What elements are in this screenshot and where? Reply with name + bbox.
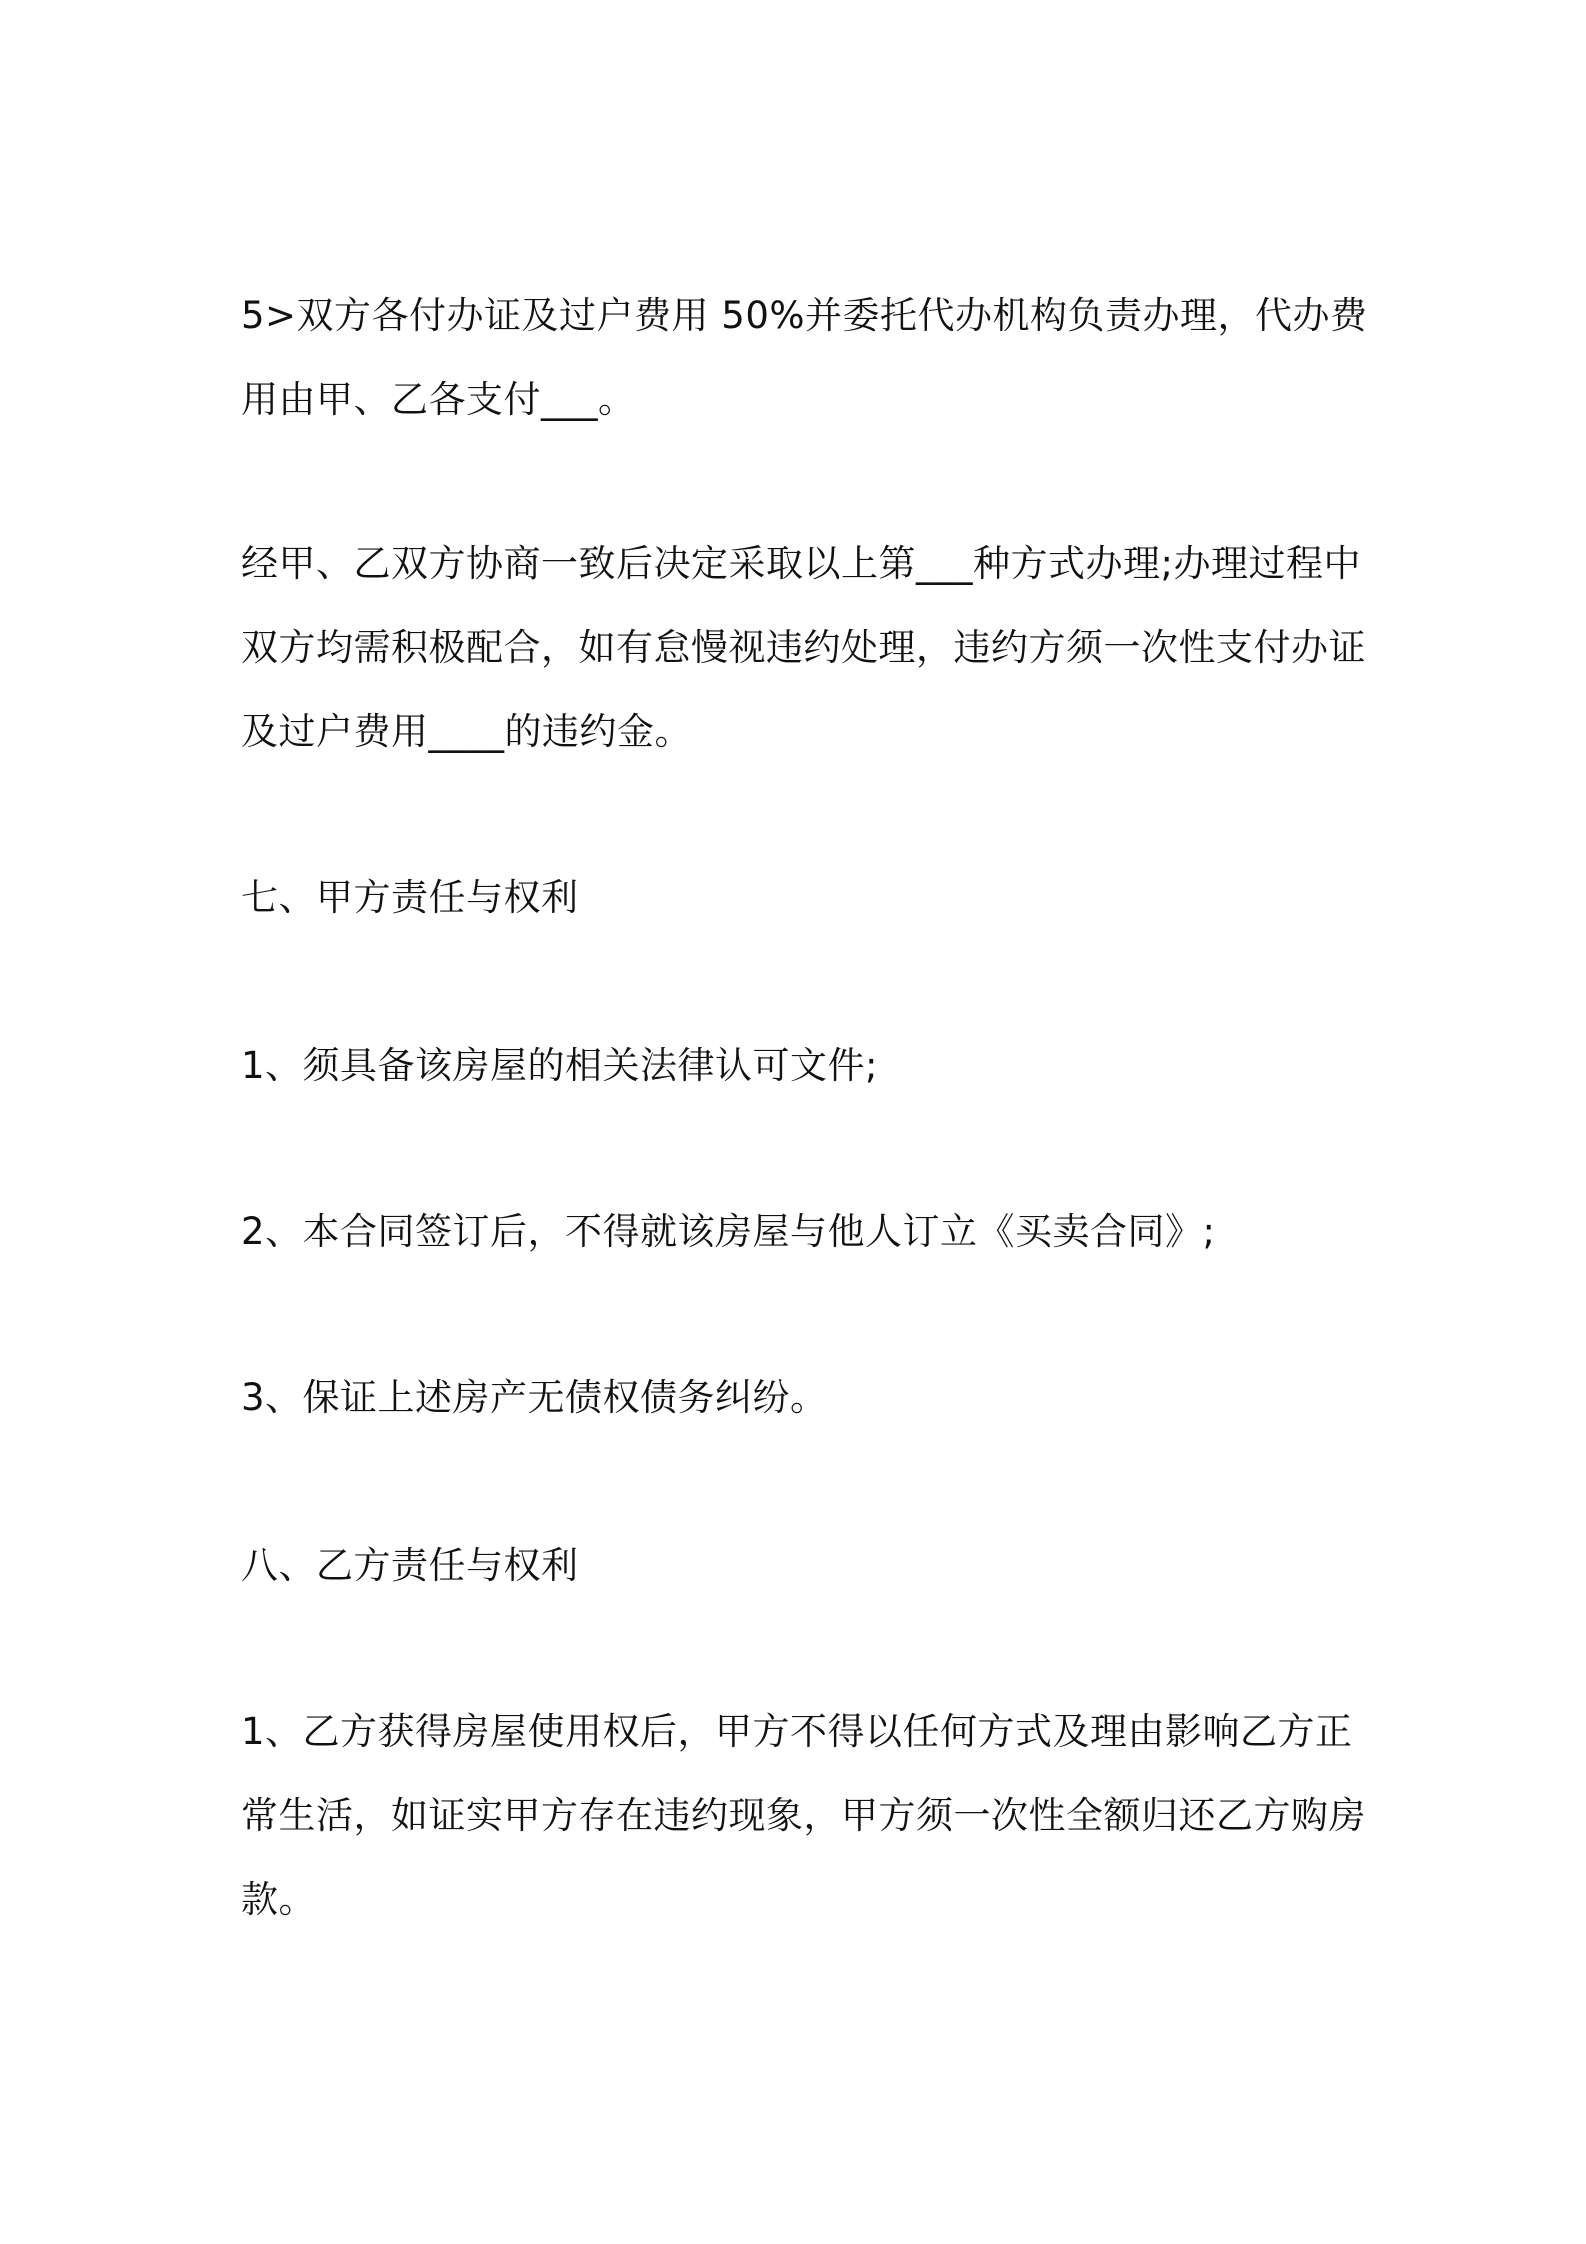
text-line: 用由甲、乙各支付___。 (241, 378, 636, 421)
text-line: 5>双方各付办证及过户费用 50%并委托代办机构负责办理，代办费 (241, 294, 1368, 337)
list-item-7-2 (241, 1190, 1361, 1274)
text-line: 经甲、乙双方协商一致后决定采取以上第___种方式办理;办理过程中 (241, 542, 1361, 585)
text-line: 常生活，如证实甲方存在违约现象，甲方须一次性全额归还乙方购房 (241, 1794, 1366, 1837)
text-line: 款。 (241, 1878, 316, 1921)
text-line: 1、乙方获得房屋使用权后，甲方不得以任何方式及理由影响乙方正 (241, 1710, 1353, 1753)
heading-text: 八、乙方责任与权利 (241, 1544, 579, 1587)
paragraph-fee-option-5 (241, 274, 1368, 442)
text-line: 1、须具备该房屋的相关法律认可文件; (241, 1044, 879, 1087)
list-item-7-3 (241, 1356, 1361, 1440)
paragraph-negotiation (241, 522, 1366, 774)
text-line: 及过户费用____的违约金。 (241, 710, 692, 753)
text-line: 2、本合同签订后，不得就该房屋与他人订立《买卖合同》; (241, 1210, 1216, 1253)
list-item-7-1 (241, 1024, 1361, 1108)
text-line: 3、保证上述房产无债权债务纠纷。 (241, 1376, 828, 1419)
section-heading-7 (241, 856, 1361, 940)
list-item-8-1 (241, 1690, 1366, 1942)
heading-text: 七、甲方责任与权利 (241, 876, 579, 919)
text-line: 双方均需积极配合，如有怠慢视违约处理，违约方须一次性支付办证 (241, 626, 1366, 669)
section-heading-8 (241, 1524, 1361, 1608)
